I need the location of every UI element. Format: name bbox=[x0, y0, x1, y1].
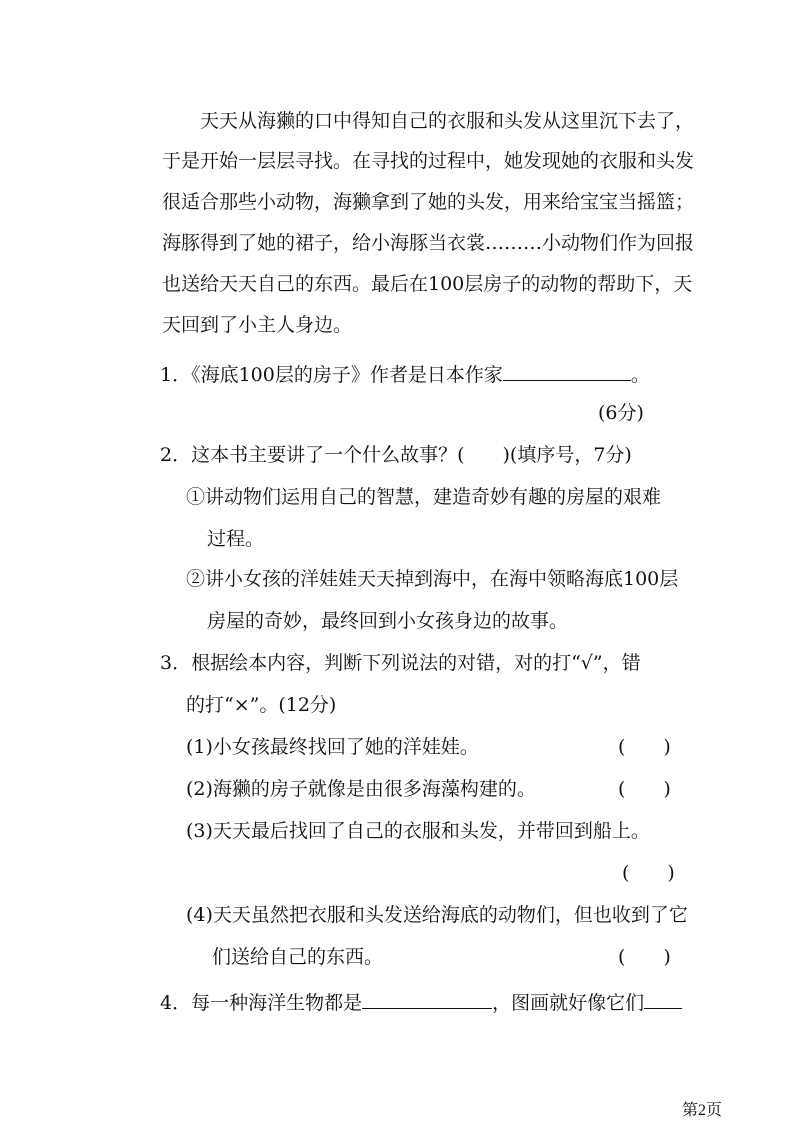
question-2-option-2-line-1: ②讲小女孩的洋娃娃天天掉到海中，在海中领略海底100层 bbox=[186, 568, 679, 590]
statement-3: (3)天天最后找回了自己的衣服和头发，并带回到船上。 bbox=[186, 820, 650, 842]
question-3-line-2: 的打“×”。(12分) bbox=[186, 694, 337, 716]
question-2: 2．这本书主要讲了一个什么故事？( )(填序号，7分) bbox=[160, 444, 632, 466]
passage-line-2: 于是开始一层层寻找。在寻找的过程中，她发现她的衣服和头发 bbox=[162, 150, 695, 172]
answer-blank-q4-a[interactable] bbox=[362, 988, 492, 1009]
passage-line-6: 天回到了小主人身边。 bbox=[162, 314, 353, 336]
question-2-option-2-line-2: 房屋的奇妙，最终回到小女孩身边的故事。 bbox=[207, 610, 569, 632]
statement-2: (2)海獭的房子就像是由很多海藻构建的。 bbox=[186, 778, 536, 800]
passage-line-5: 也送给天天自己的东西。最后在100层房子的动物的帮助下，天 bbox=[162, 273, 693, 295]
question-1 bbox=[160, 360, 650, 388]
question-2-option-1-line-1: ①讲动物们运用自己的智慧，建造奇妙有趣的房屋的艰难 bbox=[186, 486, 662, 508]
question-4-text-a: 4．每一种海洋生物都是 bbox=[160, 992, 363, 1014]
answer-paren-s2[interactable]: ( ) bbox=[618, 778, 671, 800]
question-1-text: 1．《海底100层的房子》作者是日本作家 bbox=[160, 364, 503, 386]
answer-blank-q1[interactable] bbox=[503, 360, 631, 381]
answer-paren-s3[interactable]: ( ) bbox=[622, 862, 675, 884]
answer-blank-q4-b[interactable] bbox=[644, 988, 682, 1009]
passage-line-1: 天天从海獭的口中得知自己的衣服和头发从这里沉下去了， bbox=[200, 110, 695, 132]
question-4-text-b: ，图画就好像它们 bbox=[492, 992, 645, 1014]
statement-4-line-2: 们送给自己的东西。 bbox=[212, 946, 384, 968]
passage-line-4: 海豚得到了她的裙子，给小海豚当衣裳………小动物们作为回报 bbox=[162, 232, 695, 254]
question-1-end: 。 bbox=[630, 364, 650, 386]
question-2-option-1-line-2: 过程。 bbox=[207, 528, 265, 550]
page-number: 第2页 bbox=[681, 1102, 722, 1119]
statement-1: (1)小女孩最终找回了她的洋娃娃。 bbox=[186, 736, 479, 758]
question-4 bbox=[160, 988, 682, 1016]
answer-paren-s1[interactable]: ( ) bbox=[618, 736, 671, 758]
answer-paren-s4[interactable]: ( ) bbox=[618, 946, 671, 968]
question-3-line-1: 3．根据绘本内容，判断下列说法的对错，对的打“√”，错 bbox=[160, 652, 641, 674]
passage-line-3: 很适合那些小动物，海獭拿到了她的头发，用来给宝宝当摇篮； bbox=[162, 191, 695, 213]
statement-4-line-1: (4)天天虽然把衣服和头发送给海底的动物们，但也收到了它 bbox=[186, 904, 688, 926]
question-1-score: (6分) bbox=[598, 402, 644, 424]
